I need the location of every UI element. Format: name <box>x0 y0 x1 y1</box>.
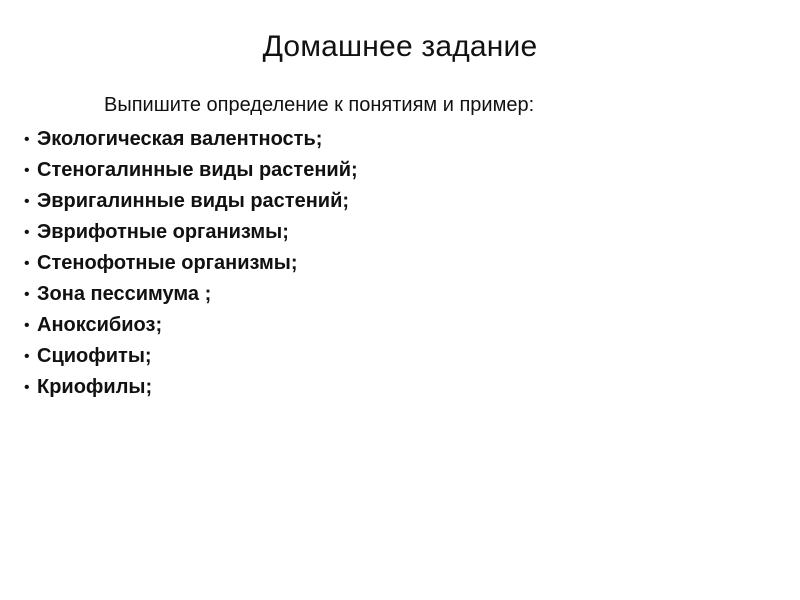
list-item-text: Аноксибиоз; <box>37 314 163 336</box>
list-item <box>24 372 358 403</box>
list-item-text: Эврифотные организмы; <box>37 221 289 243</box>
concept-list <box>24 124 358 403</box>
bullet-icon: • <box>24 224 30 241</box>
list-item-text: Эвригалинные виды растений; <box>37 190 350 212</box>
bullet-icon: • <box>24 255 30 272</box>
bullet-icon: • <box>24 379 30 396</box>
list-item <box>24 186 358 217</box>
list-item-text: Экологическая валентность; <box>37 128 323 150</box>
list-item <box>24 279 358 310</box>
bullet-icon: • <box>24 162 30 179</box>
bullet-icon: • <box>24 317 30 334</box>
list-item <box>24 217 358 248</box>
list-item-text: Зона пессимума ; <box>37 283 212 305</box>
list-item-text: Стеногалинные виды растений; <box>37 159 358 181</box>
slide-title: Домашнее задание <box>262 30 538 63</box>
list-item <box>24 155 358 186</box>
bullet-icon: • <box>24 286 30 303</box>
list-item <box>24 248 358 279</box>
list-item <box>24 341 358 372</box>
slide-subtitle: Выпишите определение к понятиям и пример: <box>104 94 535 116</box>
bullet-icon: • <box>24 193 30 210</box>
list-item-text: Стенофотные организмы; <box>37 252 298 274</box>
list-item-text: Сциофиты; <box>37 345 152 367</box>
list-item <box>24 310 358 341</box>
bullet-icon: • <box>24 131 30 148</box>
list-item <box>24 124 358 155</box>
bullet-icon: • <box>24 348 30 365</box>
list-item-text: Криофилы; <box>37 376 153 398</box>
